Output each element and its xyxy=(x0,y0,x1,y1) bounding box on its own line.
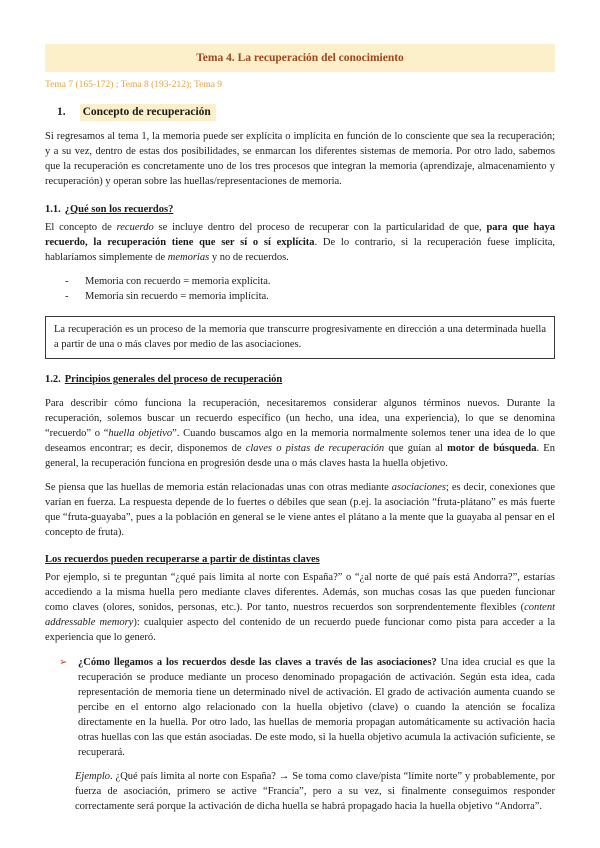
subsection-heading-1-1 xyxy=(45,202,555,217)
text-run: ¿Cómo llegamos a los recuerdos desde las claves a través de las asociaciones? xyxy=(78,657,437,668)
arrow-item-propagacion xyxy=(59,655,555,760)
text-run: para que haya recuerdo, la recuperación tiene que ser sí o sí explícita xyxy=(45,222,555,248)
paragraph-terminos xyxy=(45,396,555,471)
bullet-text: Memoria con recuerdo = memoria explícita. xyxy=(85,276,271,287)
text-run: La recuperación es un proceso de la memoria que transcurre progresivamente en dirección a una determinada huella a partir de una o más claves por medio de las asociaciones. xyxy=(54,324,546,350)
text-run: Se piensa que las huellas de memoria están relacionadas unas con otras mediante xyxy=(45,482,392,493)
text-run: . ¿Qué país limita al norte con España? → Se toma como clave/pista “límite norte” y probablemente, por fuerza de asociación, primero se active “Francia”, pero a su vez, si finalmente conseguimos responder correctamente será porque la activación de dicha huella se habrá propagado hacia la huella objetivo “Andorra”. xyxy=(75,771,555,812)
dash-bullet-icon: - xyxy=(65,291,69,302)
document-subtitle: Tema 7 (165-172) ; Tema 8 (193-212); Tema 9 xyxy=(45,80,223,90)
paragraph-asociaciones xyxy=(45,480,555,540)
text-run: Ejemplo xyxy=(75,771,110,782)
paragraph-ejemplo-andorra xyxy=(75,769,555,814)
text-run: motor de búsqueda xyxy=(447,443,537,454)
text-run: ”. Cuando buscamos algo en la memoria normalmente solemos tener una idea de lo que deseamos encontrar; es decir, disponemos de xyxy=(45,428,555,454)
heading-number: 1.1. xyxy=(45,204,61,215)
text-run: claves o pistas de recuperación xyxy=(245,443,385,454)
arrow-item-text xyxy=(78,655,555,760)
paragraph-recuerdos xyxy=(45,220,555,265)
text-run: Si regresamos al tema 1, la memoria puede ser explícita o implícita en función de lo consciente que sea la recuperación; y a su vez, dentro de estas dos posibilidades, se enmarcan los diferentes sistemas de memoria. Por otro lado, sabemos que la recuperación es concretamente uno de los tres procesos que integran la memoria (aprendizaje, almacenamiento y recuperación) y operan sobre las huellas/representaciones de memoria. xyxy=(45,131,555,187)
text-run: recuerdo xyxy=(116,222,154,233)
bullet-text: Memoria sin recuerdo = memoria implícita. xyxy=(85,291,269,302)
list-item xyxy=(65,289,555,304)
paragraph-intro xyxy=(45,129,555,189)
text-run: se incluye dentro del proceso de recuperar con la particularidad de que, xyxy=(153,222,487,233)
list-item xyxy=(65,274,555,289)
page-title: Tema 4. La recuperación del conocimiento xyxy=(196,52,404,64)
title-box xyxy=(45,44,555,72)
text-run: . En general, la recuperación funciona en progresión desde una o más claves hasta la huella objetivo. xyxy=(45,443,555,469)
heading-text: ¿Qué son los recuerdos? xyxy=(64,204,174,215)
text-run: que guían al xyxy=(384,443,448,454)
subsection-heading-1-2 xyxy=(45,372,555,387)
text-run: y no de recuerdos. xyxy=(209,252,289,263)
document-body xyxy=(45,105,555,814)
heading-number: 1. xyxy=(57,106,66,118)
heading-number: 1.2. xyxy=(45,374,61,385)
heading-text: Concepto de recuperación xyxy=(80,104,216,121)
text-run: ): cualquier aspecto del contenido de un recuerdo puede funcionar como pista para acceder a la experiencia que lo generó. xyxy=(45,617,555,643)
memoria-bullet-list xyxy=(65,274,555,304)
heading-claves: Los recuerdos pueden recuperarse a partir de distintas claves xyxy=(45,554,320,565)
text-run: Para describir cómo funciona la recuperación, necesitaremos considerar algunos términos nuevos. Durante la recuperación, solemos buscar un recuerdo específico (un hecho, una idea, una experiencia), lo que se denomina “recuerdo” o “ xyxy=(45,398,555,439)
paragraph-ejemplo-claves xyxy=(45,570,555,645)
text-run: . De lo contrario, si la recuperación fuese implícita, hablaríamos simplemente de xyxy=(45,237,555,263)
definition-box xyxy=(45,316,555,359)
heading-text: Principios generales del proceso de recuperación xyxy=(64,374,283,385)
text-run: Una idea crucial es que la recuperación se produce mediante un proceso denominado propagación de activación. Según esta idea, cada representación de memoria tiene un determinado nivel de activación. El grado de activación aumenta cuando se percibe en el entorno algo relacionado con la huella objetivo (clave) o cuando la atención se focaliza directamente en la huella. Por otro lado, las huellas de memoria propagan automáticamente su activación hacia otras huellas con las que están asociadas. De este modo, si la huella objetivo acumula la activación suficiente, se recuperará. xyxy=(78,657,556,758)
text-run: content addressable memory xyxy=(45,602,555,628)
text-run: memorias xyxy=(167,252,210,263)
text-run: asociaciones xyxy=(391,482,446,493)
text-run: huella objetivo xyxy=(108,428,173,439)
text-run: ; es decir, conexiones que varían en fuerza. La respuesta depende de lo fuertes o débiles que sean (p.ej. la asociación “fruta-plátano” es más fuerte que “fruta-guayaba”, pues a la población en general se le viene antes el plátano a la mente que la guayaba al pensar en el concepto de fruta). xyxy=(45,482,556,538)
section-heading-1 xyxy=(57,105,555,120)
text-run: El concepto de xyxy=(45,222,117,233)
text-run: Por ejemplo, si te preguntan “¿qué país limita al norte con España?” o “¿al norte de qué país está Andorra?”, estarías accediendo a la misma huella pero mediante claves diferentes. Además, son muchas cosas las que pueden funcionar como claves (olores, sonidos, personas, etc.). Por tanto, nuestros recuerdos son sorprendentemente flexibles ( xyxy=(45,572,555,613)
dash-bullet-icon: - xyxy=(65,276,69,287)
arrow-bullet-icon: ➢ xyxy=(59,657,68,668)
